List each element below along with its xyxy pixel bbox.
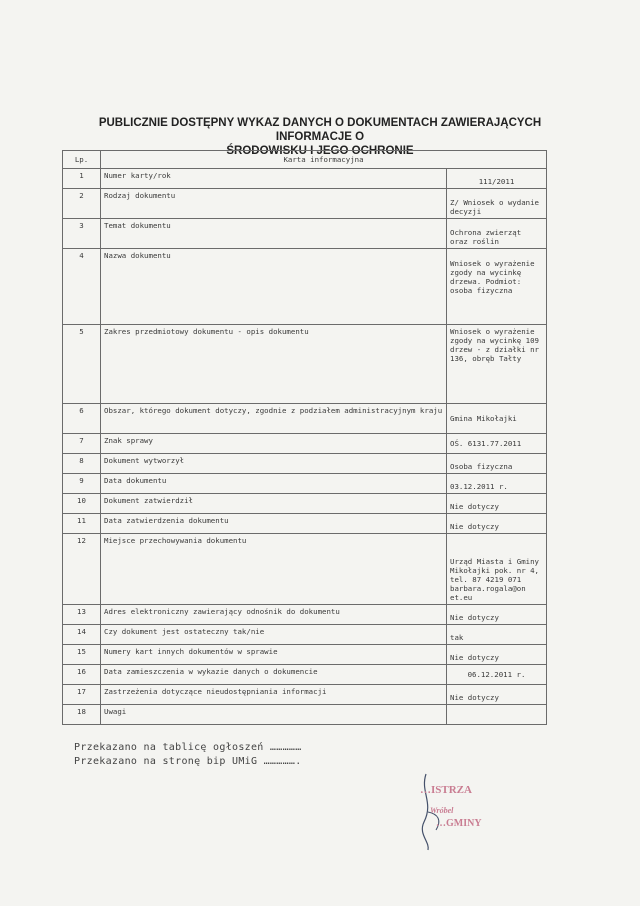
table-row [63, 645, 547, 665]
table-row [63, 169, 547, 189]
row-value: Nie dotyczy [447, 685, 547, 705]
row-label: Czy dokument jest ostateczny tak/nie [101, 625, 447, 645]
row-label: Numer karty/rok [101, 169, 447, 189]
row-label: Nazwa dokumentu [101, 249, 447, 325]
header-card: Karta informacyjna [101, 151, 547, 169]
row-label: Zastrzeżenia dotyczące nieudostępniania informacji [101, 685, 447, 705]
row-number: 5 [63, 325, 101, 404]
row-label: Temat dokumentu [101, 219, 447, 249]
table-row [63, 705, 547, 725]
row-value: Wniosek o wyrażenie zgody na wycinkę 109 drzew - z działki nr 136, obręb Tałty [447, 325, 547, 404]
table-row [63, 474, 547, 494]
row-number: 4 [63, 249, 101, 325]
table-row [63, 685, 547, 705]
info-card-table [62, 150, 547, 725]
row-value: Nie dotyczy [447, 605, 547, 625]
row-label: Numery kart innych dokumentów w sprawie [101, 645, 447, 665]
row-value: 03.12.2011 r. [447, 474, 547, 494]
table-row [63, 404, 547, 434]
row-label: Uwagi [101, 705, 447, 725]
row-number: 2 [63, 189, 101, 219]
table-row [63, 189, 547, 219]
row-value: Ochrona zwierząt oraz roślin [447, 219, 547, 249]
table-row [63, 454, 547, 474]
row-label: Zakres przedmiotowy dokumentu - opis dokumentu [101, 325, 447, 404]
table-row [63, 494, 547, 514]
table-row [63, 514, 547, 534]
row-value: Wniosek o wyrażenie zgody na wycinkę drzewa. Podmiot: osoba fizyczna [447, 249, 547, 325]
row-value: Nie dotyczy [447, 514, 547, 534]
row-value: 06.12.2011 r. [447, 665, 547, 685]
row-number: 17 [63, 685, 101, 705]
official-stamp-signature [412, 772, 532, 852]
title-line-2: ŚRODOWISKU I JEGO OCHRONIE [226, 145, 414, 157]
table-header-row [63, 151, 547, 169]
row-label: Obszar, którego dokument dotyczy, zgodnie z podziałem administracyjnym kraju [101, 404, 447, 434]
row-value: Z/ Wniosek o wydanie decyzji [447, 189, 547, 219]
table-row [63, 534, 547, 605]
row-label: Dokument zatwierdził [101, 494, 447, 514]
table-row [63, 605, 547, 625]
row-number: 9 [63, 474, 101, 494]
table-row [63, 625, 547, 645]
row-label: Miejsce przechowywania dokumentu [101, 534, 447, 605]
row-value [447, 705, 547, 725]
row-number: 8 [63, 454, 101, 474]
row-number: 14 [63, 625, 101, 645]
table-row [63, 434, 547, 454]
row-number: 6 [63, 404, 101, 434]
row-value: Urząd Miasta i Gminy Mikołajki pok. nr 4, tel. 87 4219 071 barbara.rogala@on et.eu [447, 534, 547, 605]
footer-bip-website: Przekazano na stronę bip UMiG ……………. [74, 756, 302, 767]
row-value: Nie dotyczy [447, 645, 547, 665]
row-number: 18 [63, 705, 101, 725]
stamp-text-3: …GMINY [436, 818, 482, 829]
header-lp: Lp. [63, 151, 101, 169]
row-label: Data zatwierdzenia dokumentu [101, 514, 447, 534]
row-label: Data zamieszczenia w wykazie danych o dokumencie [101, 665, 447, 685]
footer-notice-board: Przekazano na tablicę ogłoszeń …………… [74, 742, 302, 753]
row-number: 15 [63, 645, 101, 665]
stamp-text-1: …ISTRZA [420, 784, 472, 796]
row-number: 11 [63, 514, 101, 534]
row-value: Nie dotyczy [447, 494, 547, 514]
table-row [63, 219, 547, 249]
table-row [63, 665, 547, 685]
row-value: 111/2011 [447, 169, 547, 189]
table-row [63, 249, 547, 325]
row-value: OŚ. 6131.77.2011 [447, 434, 547, 454]
row-label: Rodzaj dokumentu [101, 189, 447, 219]
row-number: 12 [63, 534, 101, 605]
row-label: Data dokumentu [101, 474, 447, 494]
table-row [63, 325, 547, 404]
row-value: Osoba fizyczna [447, 454, 547, 474]
row-number: 1 [63, 169, 101, 189]
title-line-1: PUBLICZNIE DOSTĘPNY WYKAZ DANYCH O DOKUMENTACH ZAWIERAJĄCYCH INFORMACJE O [98, 117, 542, 143]
row-number: 13 [63, 605, 101, 625]
row-value: tak [447, 625, 547, 645]
row-value: Gmina Mikołajki [447, 404, 547, 434]
row-number: 16 [63, 665, 101, 685]
row-number: 10 [63, 494, 101, 514]
row-number: 7 [63, 434, 101, 454]
row-label: Dokument wytworzył [101, 454, 447, 474]
stamp-text-2: Wróbel [430, 806, 454, 815]
row-label: Adres elektroniczny zawierający odnośnik do dokumentu [101, 605, 447, 625]
row-label: Znak sprawy [101, 434, 447, 454]
row-number: 3 [63, 219, 101, 249]
